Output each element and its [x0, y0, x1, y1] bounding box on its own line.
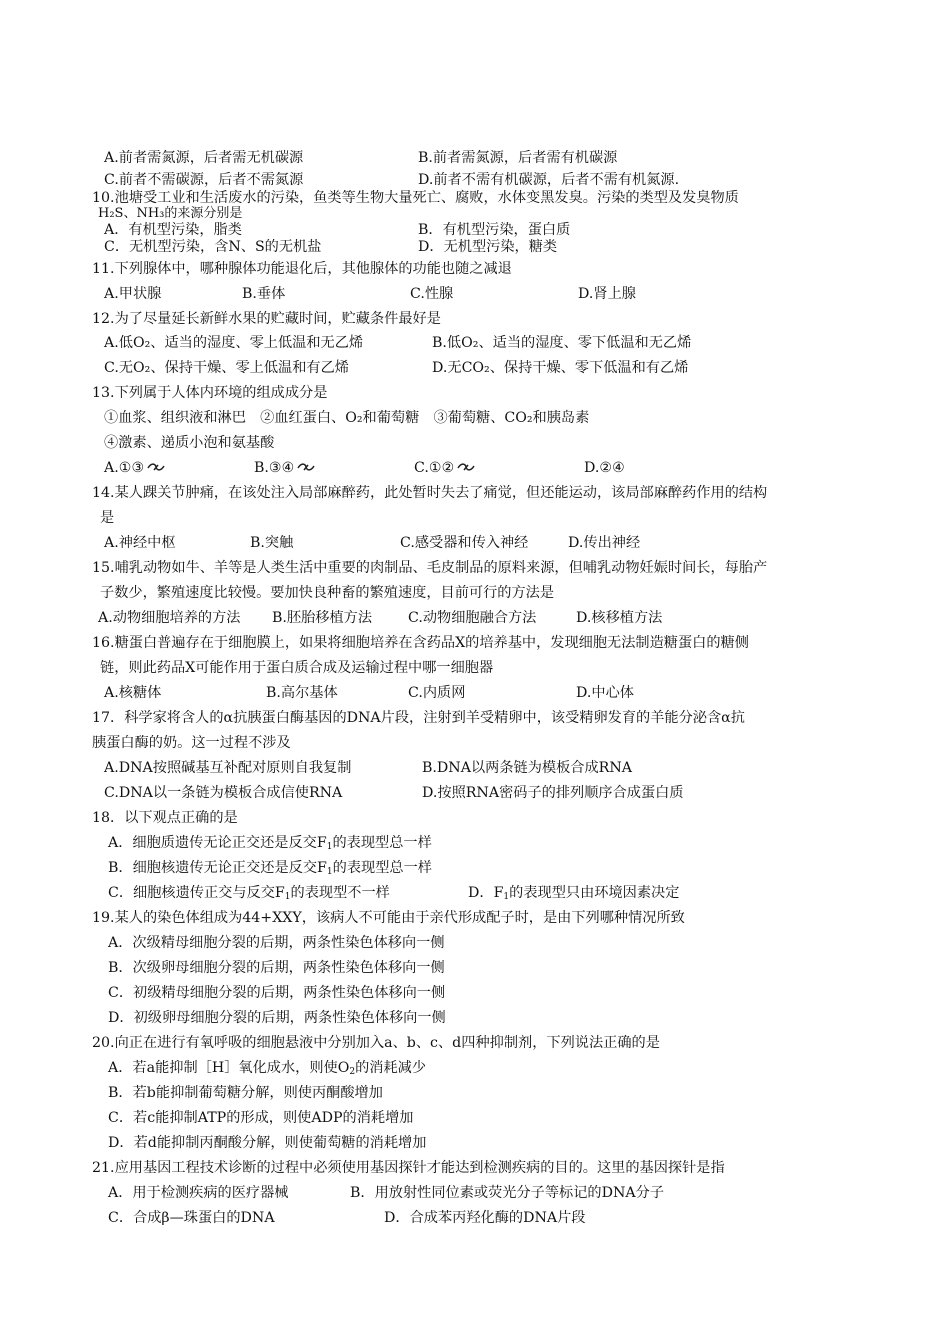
q12-option-a: A.低O₂、适当的湿度、零上低温和无乙烯 [104, 335, 364, 351]
q13-items-line2: ④激素、递质小泡和氨基酸 [104, 435, 275, 451]
q18-option-a: A．细胞质遗传无论正交还是反交$F_1$的表现型总一样 [108, 835, 432, 852]
q16-option-d: D.中心体 [576, 685, 634, 701]
q9-option-a: A.前者需氮源，后者需无机碳源 [104, 150, 304, 166]
q19-stem: 19.某人的染色体组成为44+XXY，该病人不可能由于亲代形成配子时，是由下列哪种情况所致 [92, 910, 685, 926]
q18-option-b: B．细胞核遗传无论正交还是反交$F_1$的表现型总一样 [108, 860, 432, 877]
q14-stem: 14.某人踝关节肿痛，在该处注入局部麻醉药，此处暂时失去了痛觉，但还能运动，该局部麻醉药作用的结构 [92, 485, 768, 501]
q19-option-b: B．次级卵母细胞分裂的后期，两条性染色体移向一侧 [108, 960, 445, 976]
q18-option-c: C．细胞核遗传正交与反交$F_1$的表现型不一样 [108, 885, 390, 902]
q13-option-a: A.①③ [104, 459, 166, 477]
q18-option-d: D．$F_1$的表现型只由环境因素决定 [468, 885, 680, 902]
q20-option-d: D．若d能抑制丙酮酸分解，则使葡萄糖的消耗增加 [108, 1135, 427, 1151]
scribble-mark-icon [146, 461, 166, 473]
q16-option-b: B.高尔基体 [266, 685, 338, 701]
q20-option-b: B．若b能抑制葡萄糖分解，则使丙酮酸增加 [108, 1085, 383, 1101]
q9-option-d: D.前者不需有机碳源，后者不需有机氮源. [418, 172, 680, 188]
q16-stem: 16.糖蛋白普遍存在于细胞膜上，如果将细胞培养在含药品X的培养基中，发现细胞无法制造糖蛋白的糖侧 [92, 635, 749, 651]
q12-option-b: B.低O₂、适当的湿度、零下低温和无乙烯 [432, 335, 692, 351]
q17-option-c: C.DNA以一条链为模板合成信使RNA [104, 785, 343, 801]
q13-option-b: B.③④ [254, 459, 316, 477]
q20-option-a: A．若a能抑制［H］氧化成水，则使$O_2$的消耗减少 [108, 1060, 427, 1077]
q11-option-c: C.性腺 [410, 286, 454, 302]
q13-items-line1: ①血浆、组织液和淋巴 ②血红蛋白、O₂和葡萄糖 ③葡萄糖、CO₂和胰岛素 [104, 410, 590, 426]
q9-option-b: B.前者需氮源，后者需有机碳源 [418, 150, 618, 166]
q14-option-a: A.神经中枢 [104, 535, 176, 551]
scribble-mark-icon [296, 461, 316, 473]
q13-option-d: D.②④ [584, 460, 625, 476]
q10-stem-cont: H₂S、NH₃的来源分别是 [98, 206, 243, 221]
q11-option-a: A.甲状腺 [104, 286, 162, 302]
q12-option-c: C.无O₂、保持干燥、零上低温和有乙烯 [104, 360, 349, 376]
q15-option-b: B.胚胎移植方法 [272, 610, 373, 626]
q13-stem: 13.下列属于人体内环境的组成成分是 [92, 385, 328, 401]
q21-option-c: C．合成β—珠蛋白的DNA [108, 1210, 275, 1226]
q14-option-c: C.感受器和传入神经 [400, 535, 529, 551]
q14-stem-cont: 是 [100, 510, 115, 526]
q9-option-c: C.前者不需碳源，后者不需氮源 [104, 172, 304, 188]
q19-option-d: D．初级卵母细胞分裂的后期，两条性染色体移向一侧 [108, 1010, 446, 1026]
q19-option-c: C．初级精母细胞分裂的后期，两条性染色体移向一侧 [108, 985, 446, 1001]
q20-option-c: C．若c能抑制ATP的形成，则使ADP的消耗增加 [108, 1110, 414, 1126]
q15-option-d: D.核移植方法 [576, 610, 663, 626]
q13-option-c: C.①② [414, 459, 476, 477]
q14-option-d: D.传出神经 [568, 535, 641, 551]
q10-option-b: B．有机型污染，蛋白质 [418, 222, 571, 238]
q15-option-c: C.动物细胞融合方法 [408, 610, 537, 626]
q17-stem: 17．科学家将含人的α抗胰蛋白酶基因的DNA片段，注射到羊受精卵中，该受精卵发育的羊能分泌含α抗 [92, 710, 745, 726]
q11-stem: 11.下列腺体中，哪种腺体功能退化后，其他腺体的功能也随之减退 [92, 261, 512, 277]
q17-option-b: B.DNA以两条链为模板合成RNA [422, 760, 633, 776]
q10-option-d: D．无机型污染，糖类 [418, 239, 558, 255]
q16-option-a: A.核糖体 [104, 685, 162, 701]
q15-stem-cont: 子数少，繁殖速度比较慢。要加快良种畜的繁殖速度，目前可行的方法是 [100, 585, 555, 601]
q21-option-a: A．用于检测疾病的医疗器械 [108, 1185, 289, 1201]
q21-stem: 21.应用基因工程技术诊断的过程中必须使用基因探针才能达到检测疾病的目的。这里的基因探针是指 [92, 1160, 725, 1176]
q18-stem: 18．以下观点正确的是 [92, 810, 238, 826]
q11-option-b: B.垂体 [242, 286, 286, 302]
q17-option-d: D.按照RNA密码子的排列顺序合成蛋白质 [422, 785, 684, 801]
q15-stem: 15.哺乳动物如牛、羊等是人类生活中重要的肉制品、毛皮制品的原料来源，但哺乳动物妊娠时间长，每胎产 [92, 560, 768, 576]
q11-option-d: D.肾上腺 [578, 286, 636, 302]
q14-option-b: B.突触 [250, 535, 294, 551]
q10-option-c: C．无机型污染，含N、S的无机盐 [104, 239, 322, 255]
q12-stem: 12.为了尽量延长新鲜水果的贮藏时间，贮藏条件最好是 [92, 311, 441, 327]
q10-stem: 10.池塘受工业和生活废水的污染，鱼类等生物大量死亡、腐败，水体变黑发臭。污染的类型及发臭物质 [92, 190, 739, 206]
q16-stem-cont: 链，则此药品X可能作用于蛋白质合成及运输过程中哪一细胞器 [100, 660, 494, 676]
q17-option-a: A.DNA按照碱基互补配对原则自我复制 [104, 760, 352, 776]
q16-option-c: C.内质网 [408, 685, 466, 701]
q21-option-b: B．用放射性同位素或荧光分子等标记的DNA分子 [350, 1185, 665, 1201]
scribble-mark-icon [456, 461, 476, 473]
q19-option-a: A．次级精母细胞分裂的后期，两条性染色体移向一侧 [108, 935, 445, 951]
q12-option-d: D.无CO₂、保持干燥、零下低温和有乙烯 [432, 360, 689, 376]
q15-option-a: A.动物细胞培养的方法 [98, 610, 241, 626]
q10-option-a: A．有机型污染，脂类 [104, 222, 242, 238]
q20-stem: 20.向正在进行有氧呼吸的细胞悬液中分别加入a、b、c、d四种抑制剂，下列说法正确的是 [92, 1035, 660, 1051]
q21-option-d: D．合成苯丙羟化酶的DNA片段 [384, 1210, 586, 1226]
q17-stem-cont: 胰蛋白酶的奶。这一过程不涉及 [92, 735, 291, 751]
